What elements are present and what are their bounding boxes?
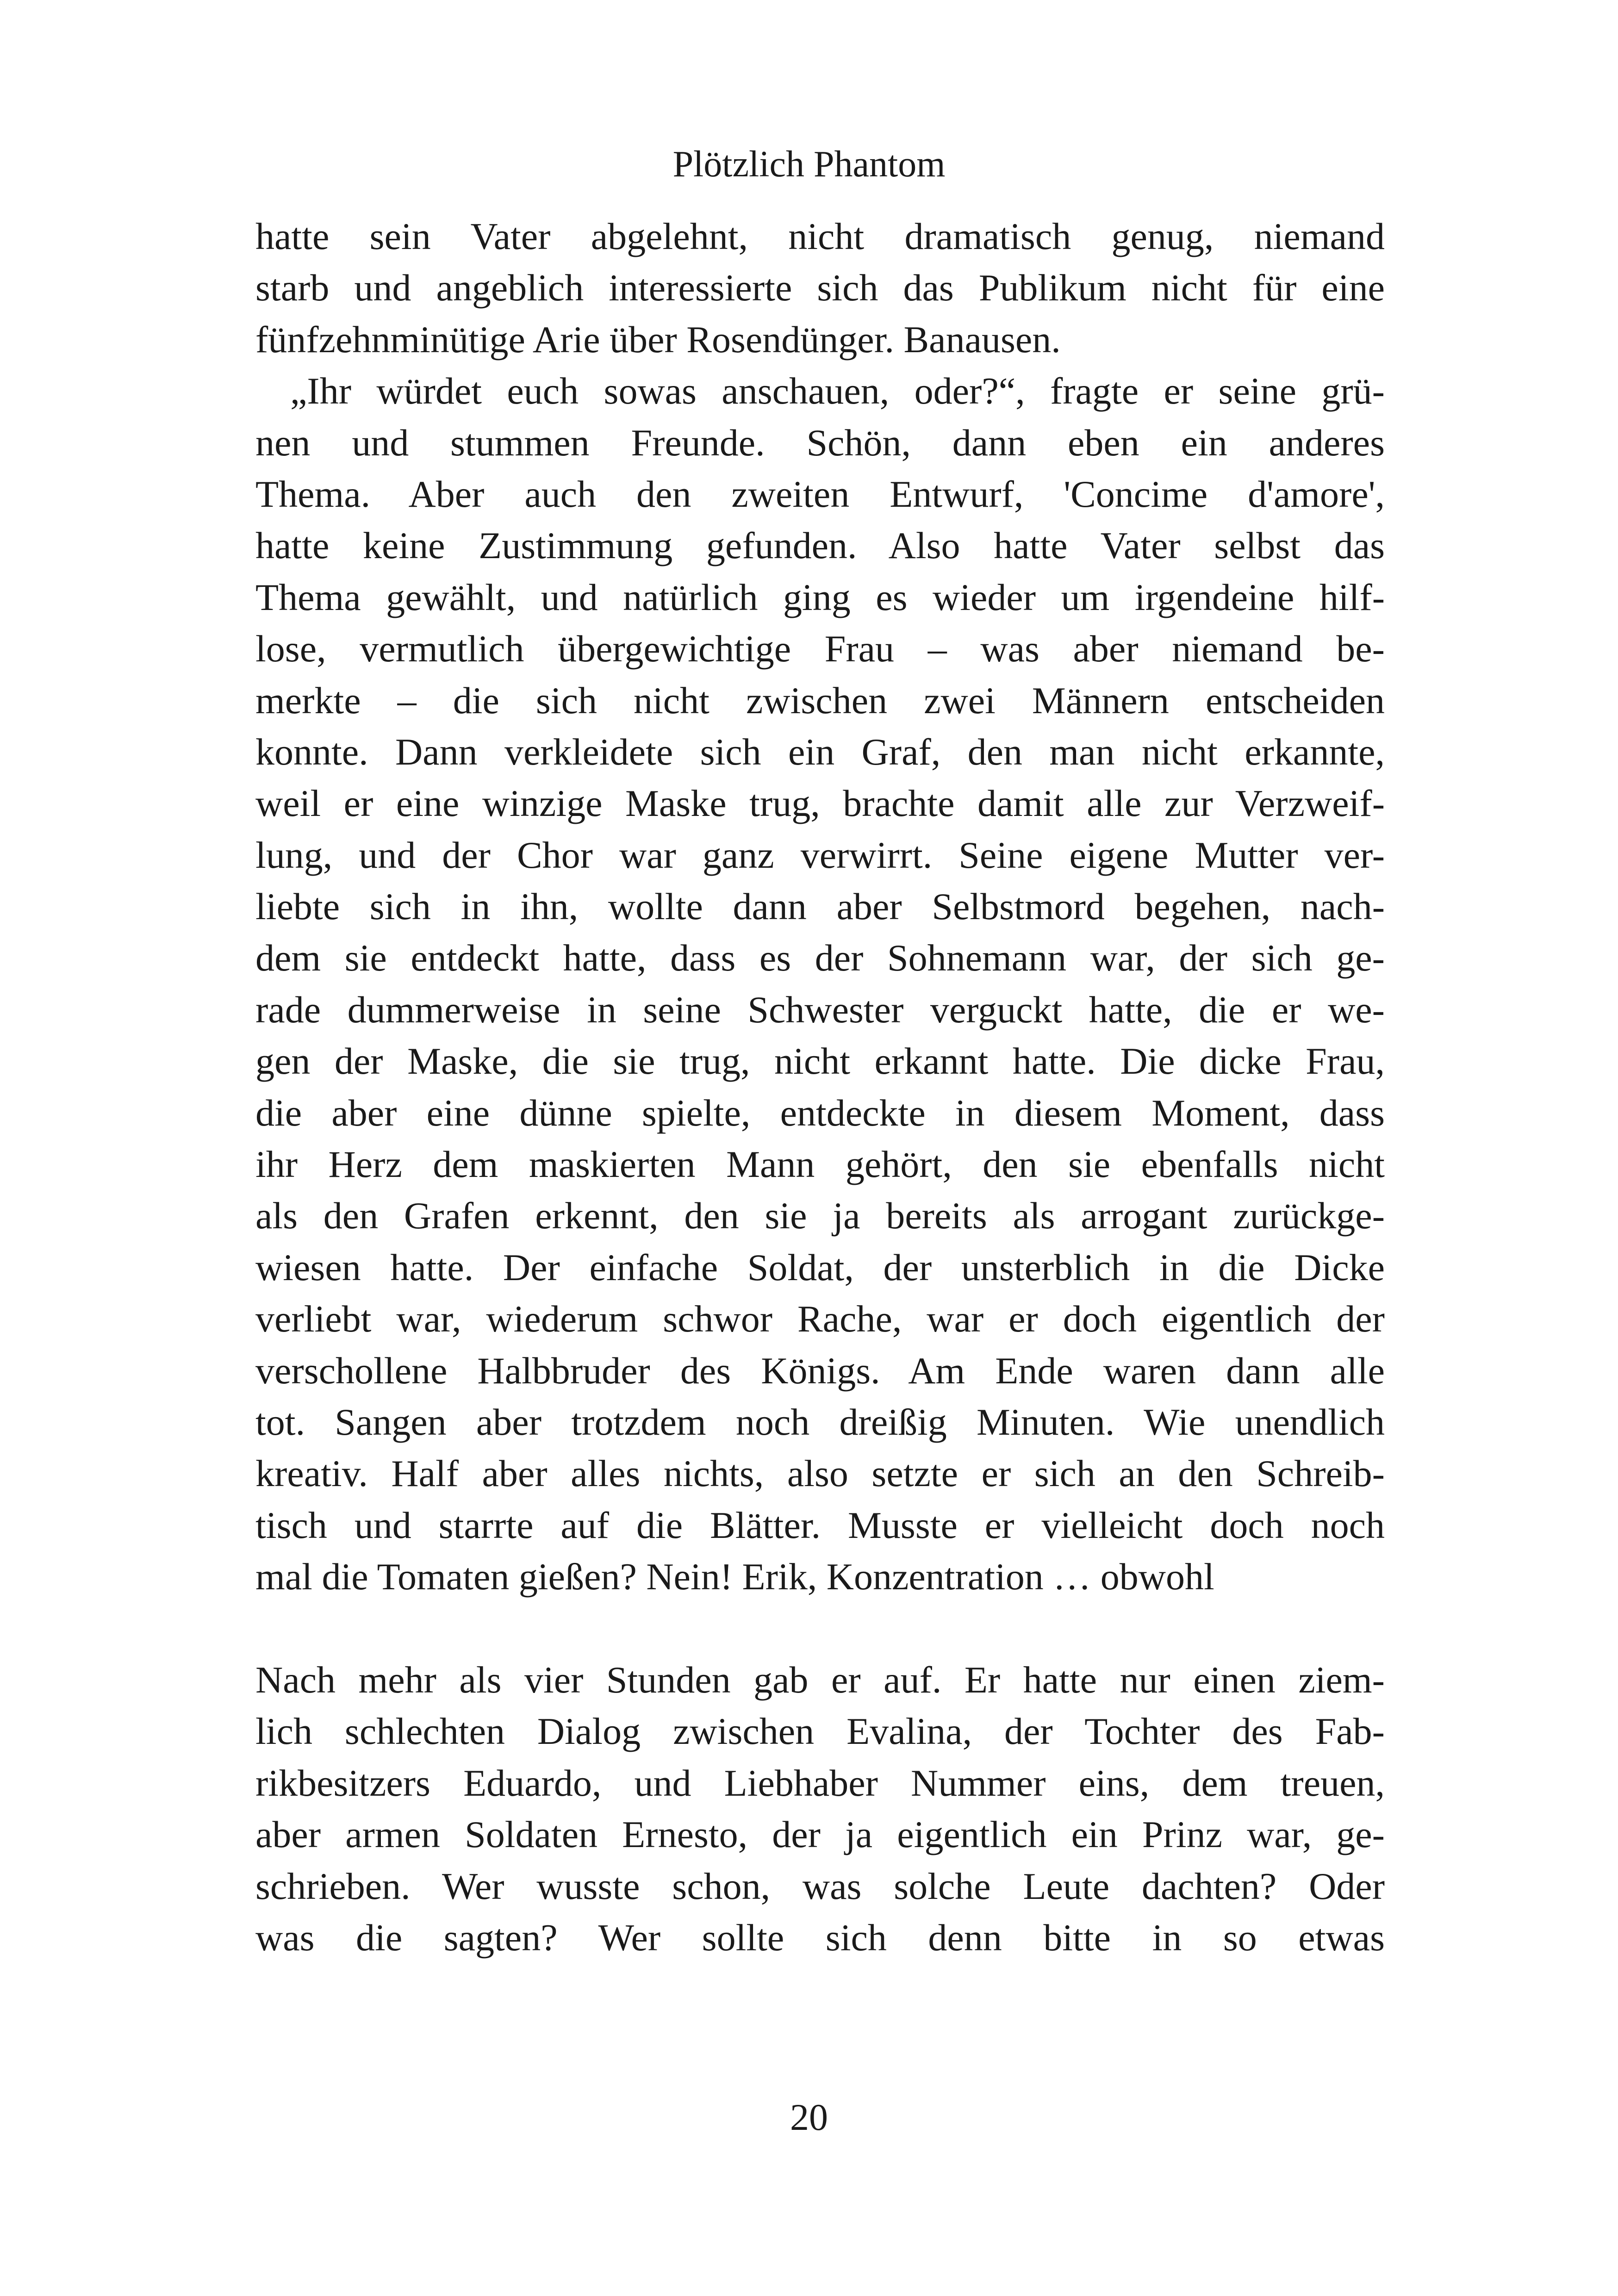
- text-line: tisch und starrte auf die Blätter. Musste er vielleicht doch noch: [255, 1504, 1385, 1546]
- text-line: verliebt war, wiederum schwor Rache, war er doch eigentlich der: [255, 1298, 1385, 1340]
- text-line: verschollene Halbbruder des Königs. Am Ende waren dann alle: [255, 1349, 1385, 1392]
- paragraph: [255, 211, 1385, 365]
- text-line: starb und angeblich interessierte sich das Publikum nicht für eine: [255, 267, 1385, 309]
- text-line: tot. Sangen aber trotzdem noch dreißig Minuten. Wie unendlich: [255, 1400, 1385, 1443]
- text-line: mal die Tomaten gießen? Nein! Erik, Konzentration … obwohl: [255, 1556, 1214, 1598]
- page-number: 20: [790, 2096, 828, 2138]
- text-line: die aber eine dünne spielte, entdeckte in diesem Moment, dass: [255, 1091, 1385, 1134]
- text-line: fünfzehnminütige Arie über Rosendünger. Banausen.: [255, 318, 1061, 361]
- text-line: als den Grafen erkennt, den sie ja bereits als arrogant zurückge-: [255, 1195, 1385, 1237]
- text-line: wiesen hatte. Der einfache Soldat, der unsterblich in die Dicke: [255, 1246, 1385, 1288]
- text-line: lose, vermutlich übergewichtige Frau – was aber niemand be-: [255, 628, 1385, 670]
- running-title: Plötzlich Phantom: [672, 144, 946, 185]
- text-line: liebte sich in ihn, wollte dann aber Selbstmord begehen, nach-: [255, 885, 1385, 928]
- text-line: hatte keine Zustimmung gefunden. Also hatte Vater selbst das: [255, 524, 1385, 567]
- paragraph: [255, 365, 1385, 1602]
- text-line: ihr Herz dem maskierten Mann gehört, den sie ebenfalls nicht: [255, 1143, 1385, 1186]
- body-text: [255, 211, 1385, 1963]
- text-line: lung, und der Chor war ganz verwirrt. Seine eigene Mutter ver-: [255, 834, 1385, 876]
- text-line: weil er eine winzige Maske trug, brachte damit alle zur Verzweif-: [255, 782, 1385, 825]
- text-line: rikbesitzers Eduardo, und Liebhaber Nummer eins, dem treuen,: [255, 1761, 1385, 1804]
- text-line: konnte. Dann verkleidete sich ein Graf, den man nicht erkannte,: [255, 730, 1385, 773]
- text-line: Thema gewählt, und natürlich ging es wieder um irgendeine hilf-: [255, 576, 1385, 618]
- text-line: nen und stummen Freunde. Schön, dann eben ein anderes: [255, 421, 1385, 464]
- scene-break: [255, 1603, 1385, 1654]
- text-line: rade dummerweise in seine Schwester verguckt hatte, die er we-: [255, 988, 1385, 1031]
- text-line: was die sagten? Wer sollte sich denn bitte in so etwas: [255, 1916, 1385, 1959]
- text-line: schrieben. Wer wusste schon, was solche Leute dachten? Oder: [255, 1865, 1385, 1907]
- text-line: merkte – die sich nicht zwischen zwei Männern entscheiden: [255, 679, 1385, 722]
- text-line: „Ihr würdet euch sowas anschauen, oder?“, fragte er seine grü-: [290, 370, 1385, 412]
- text-line: gen der Maske, die sie trug, nicht erkannt hatte. Die dicke Frau,: [255, 1040, 1385, 1083]
- text-line: kreativ. Half aber alles nichts, also setzte er sich an den Schreib-: [255, 1452, 1385, 1495]
- text-line: aber armen Soldaten Ernesto, der ja eigentlich ein Prinz war, ge-: [255, 1813, 1385, 1856]
- text-line: lich schlechten Dialog zwischen Evalina, der Tochter des Fab-: [255, 1710, 1385, 1753]
- paragraph: [255, 1654, 1385, 1963]
- text-line: Nach mehr als vier Stunden gab er auf. Er hatte nur einen ziem-: [255, 1658, 1385, 1701]
- text-line: Thema. Aber auch den zweiten Entwurf, 'Concime d'amore',: [255, 473, 1385, 515]
- text-line: hatte sein Vater abgelehnt, nicht dramatisch genug, niemand: [255, 215, 1385, 257]
- text-line: dem sie entdeckt hatte, dass es der Sohnemann war, der sich ge-: [255, 937, 1385, 979]
